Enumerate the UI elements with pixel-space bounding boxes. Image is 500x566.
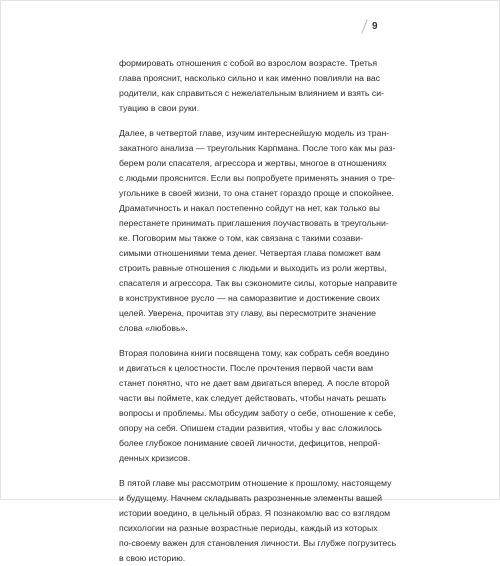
text-line: В пятой главе мы рассмотрим отношение к прошлому, настоящему [119, 478, 392, 488]
text-line: психологии на разные возрастные периоды, каждый из которых [119, 523, 378, 533]
text-line: симыми отношениями тема денег. Четвертая глава поможет вам [119, 248, 381, 258]
text-line: истории воедино, в цельный образ. Я познакомлю вас со взглядом [119, 508, 391, 518]
text-line: угольнике в своей жизни, то она станет гораздо проще и спокойнее. [119, 188, 394, 198]
text-line: закатного анализа — треугольник Карпмана. После того как мы раз- [119, 143, 396, 153]
paragraph-4 [119, 476, 395, 566]
paragraph-2 [119, 126, 398, 336]
text-line: перестанете принимать приглашения поучаствовать в треугольни- [119, 218, 389, 228]
paragraph-3 [119, 346, 395, 466]
text-line: формировать отношения с собой во взрослом возрасте. Третья [119, 58, 378, 68]
text-line: в свою историю. [119, 553, 186, 563]
text-line: денных кризисов. [119, 453, 191, 463]
text-line: Далее, в четвертой главе, изучим интереснейшую модель из тран- [119, 128, 390, 138]
text-line: глава прояснит, насколько сильно и как именно повлияли на вас [119, 73, 381, 83]
text-line: более глубокое понимание своей личности, дефицитов, непрой- [119, 438, 381, 448]
text-line: строить равные отношения с людьми и выходить из роли жертвы, [119, 263, 387, 273]
text-line: по-своему важен для становления личности. Вы глубже погрузитесь [119, 538, 397, 548]
text-line: вопросы и проблемы. Мы обсудим заботу о себе, отношение к себе, [119, 408, 396, 418]
text-line: с людьми прояснится. Если вы попробуете применять знания о тре- [119, 173, 395, 183]
text-line: опору на себя. Опишем стадии развития, чтобы у вас сложилось [119, 423, 382, 433]
paragraph-1 [119, 56, 395, 116]
text-line: целей. Уверена, прочитав эту главу, вы пересмотрите значение [119, 308, 376, 318]
text-line: Вторая половина книги посвящена тому, как собрать себя воедино [119, 348, 390, 358]
text-line: ке. Поговорим мы также о том, как связана с такими созави- [119, 233, 363, 243]
text-line: и будущему. Начнем складывать разрозненные элементы вашей [119, 493, 382, 503]
text-line: туацию в свои руки. [119, 103, 200, 113]
text-line: станет понятно, что не дает вам двигаться вперед. А после второй [119, 378, 390, 388]
text-line: в конструктивное русло — на саморазвитие и достижение своих [119, 293, 380, 303]
text-line: спасателя и агрессора. Так вы сэкономите силы, которые направите [119, 278, 398, 288]
page-folio [364, 19, 378, 34]
folio-slash-ornament [361, 19, 368, 33]
text-line: части вы поймете, как следует действовать, чтобы начать решать [119, 393, 387, 403]
body-text [119, 56, 398, 566]
text-line: родители, как справиться с нежелательным влиянием и взять си- [119, 88, 384, 98]
text-line: и двигаться к целостности. После прочтения первой части вам [119, 363, 374, 373]
page-number: 9 [372, 21, 378, 32]
text-line: слова «любовь». [119, 323, 188, 333]
text-line: Драматичность и накал постепенно сойдут на нет, как только вы [119, 203, 380, 213]
text-line: берем роли спасателя, агрессора и жертвы, многое в отношениях [119, 158, 387, 168]
